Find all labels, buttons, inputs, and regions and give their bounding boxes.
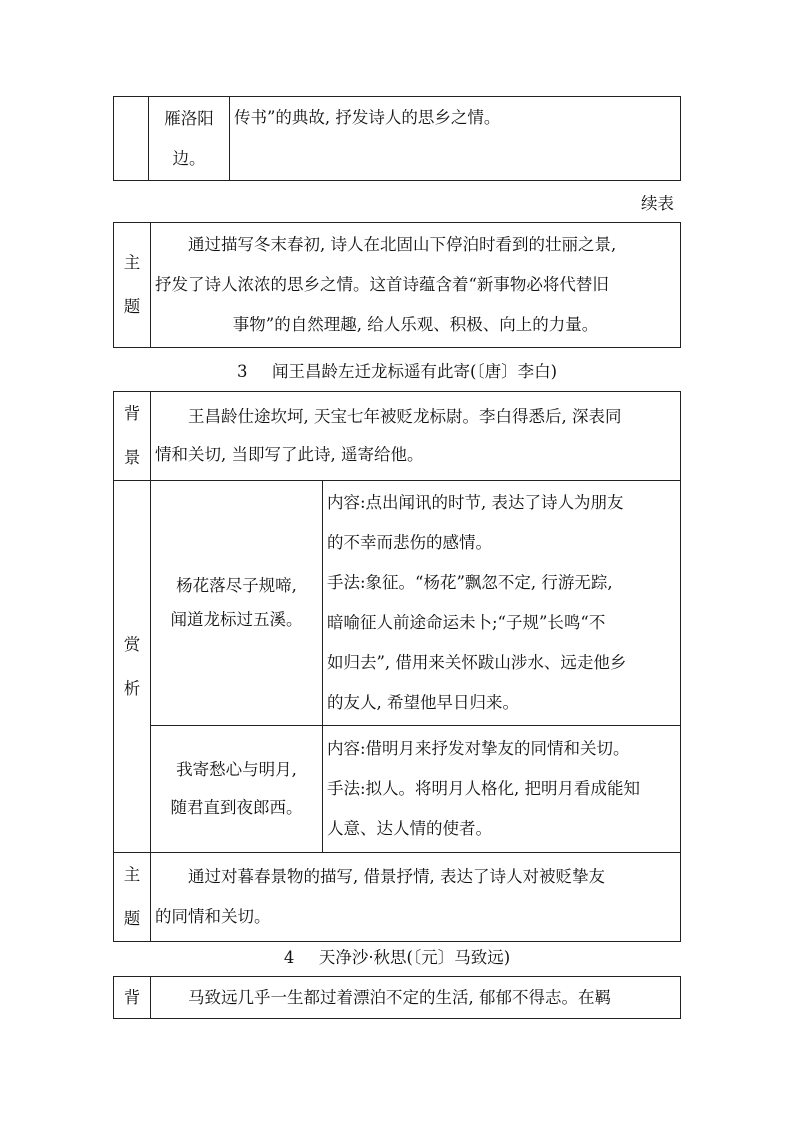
empty-cell	[114, 97, 149, 181]
theme-label: 主 题	[114, 853, 151, 942]
text-line: 如归去”, 借用来关怀跋山涉水、远走他乡	[327, 653, 627, 672]
text-line: 情和关切, 当即写了此诗, 遥寄给他。	[155, 445, 424, 464]
verse-line: 杨花落尽子规啼,	[176, 576, 297, 595]
background-text	[151, 977, 681, 1019]
verse-line: 闻道龙标过五溪。	[170, 610, 303, 629]
text-line: 人意、达人情的使者。	[327, 819, 492, 838]
poem-3-caption	[0, 358, 794, 382]
verse-line: 随君直到夜郎西。	[170, 798, 303, 817]
text-line: 事物”的自然理趣, 给人乐观、积极、向上的力量。	[232, 315, 599, 334]
poem-title: 天净沙·秋思(〔元〕马致远)	[318, 948, 511, 967]
background-text	[151, 392, 681, 481]
text-line: 抒发了诗人浓浓的思乡之情。这首诗蕴含着“新事物必将代替旧	[155, 275, 609, 294]
text-line: 的友人, 希望他早日归来。	[327, 693, 519, 712]
analysis-label: 赏 析	[114, 481, 151, 853]
analysis-detail	[323, 481, 681, 726]
verse-line: 我寄愁心与明月,	[176, 760, 297, 779]
analysis-detail	[323, 726, 681, 853]
text-line: 内容:借明月来抒发对挚友的同情和关切。	[327, 739, 630, 758]
table-poem-3	[113, 391, 681, 942]
continued-label: 续表	[641, 194, 674, 213]
text-line: 暗喻征人前途命运未卜;“子规”长鸣“不	[327, 613, 606, 632]
verse-line: 雁洛阳	[164, 108, 214, 128]
note-cell	[230, 97, 681, 181]
text-line: 通过描写冬末春初, 诗人在北固山下停泊时看到的壮丽之景,	[188, 235, 617, 254]
background-label: 背 景	[114, 392, 151, 481]
background-label: 背	[114, 977, 151, 1019]
text-line: 的同情和关切。	[155, 907, 271, 926]
theme-text	[151, 223, 681, 348]
theme-text	[151, 853, 681, 942]
text-line: 内容:点出闻讯的时节, 表达了诗人为朋友	[327, 493, 624, 512]
verse-cell	[149, 97, 230, 181]
poem-number: 4	[283, 948, 295, 967]
note-text: 传书”的典故, 抒发诗人的思乡之情。	[234, 108, 501, 127]
poem-title: 闻王昌龄左迁龙标遥有此寄(〔唐〕李白)	[271, 362, 558, 381]
text-line: 马致远几乎一生都过着漂泊不定的生活, 郁郁不得志。在羁	[188, 988, 611, 1007]
verse-cell	[151, 726, 323, 853]
verse-line: 边。	[172, 148, 206, 168]
table-fragment-top	[113, 96, 681, 181]
text-line: 的不幸而悲伤的感情。	[327, 533, 492, 552]
text-line: 手法:象征。“杨花”飘忽不定, 行游无踪,	[327, 573, 613, 592]
table-poem-4	[113, 976, 681, 1019]
table-theme-1	[113, 222, 681, 348]
text-line: 手法:拟人。将明月人格化, 把明月看成能知	[327, 779, 641, 798]
poem-number: 3	[236, 362, 248, 381]
verse-cell	[151, 481, 323, 726]
text-line: 王昌龄仕途坎坷, 天宝七年被贬龙标尉。李白得悉后, 深表同	[188, 407, 622, 426]
poem-4-caption	[0, 944, 794, 968]
text-line: 通过对暮春景物的描写, 借景抒情, 表达了诗人对被贬挚友	[188, 867, 605, 886]
theme-label: 主 题	[114, 223, 151, 348]
